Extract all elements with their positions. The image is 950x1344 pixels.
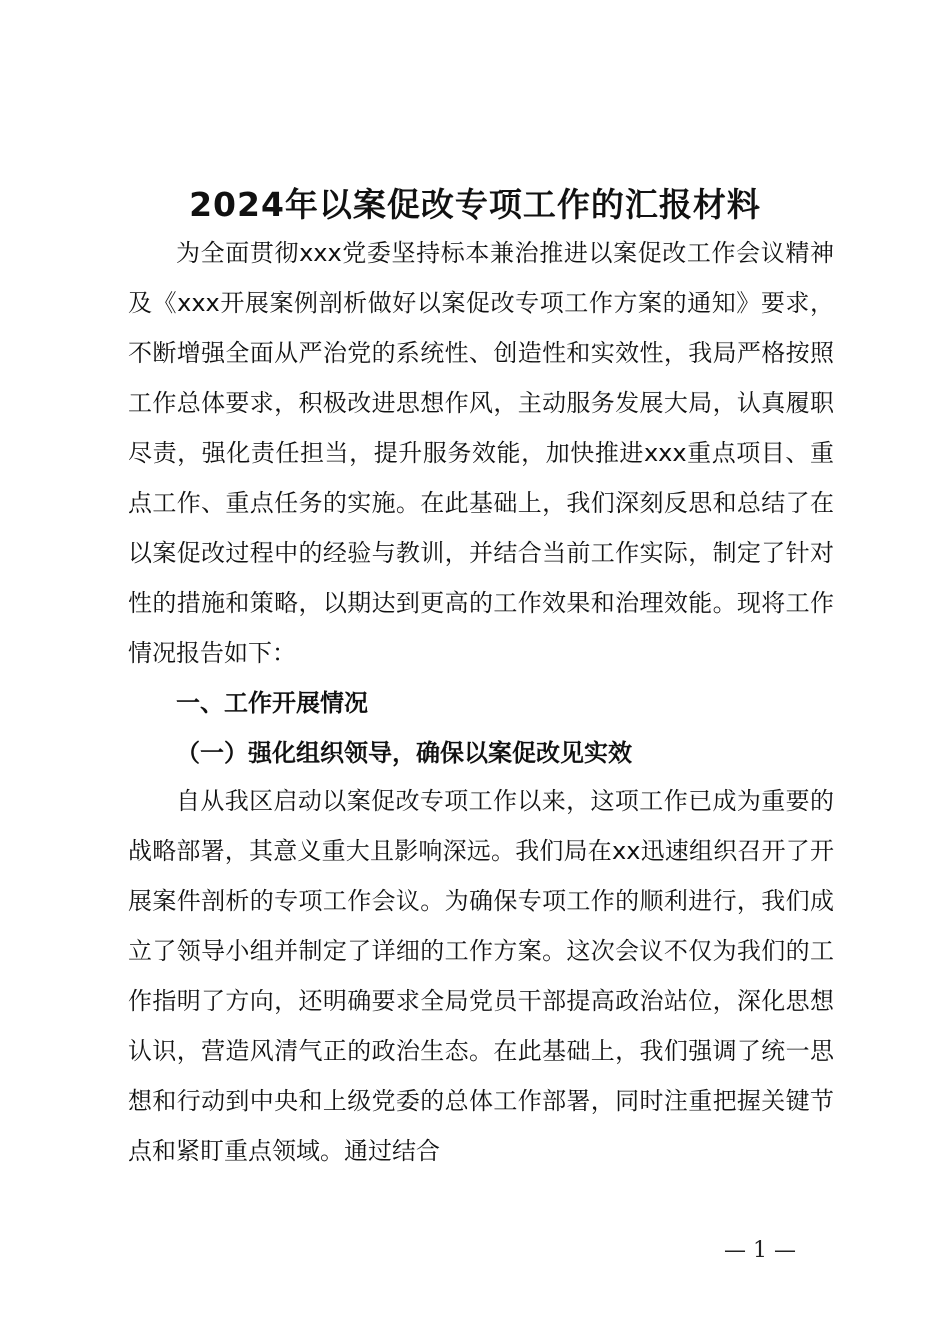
subsection-paragraph: 自从我区启动以案促改专项工作以来，这项工作已成为重要的战略部署，其意义重大且影响深远。我们局在xx迅速组织召开了开展案件剖析的专项工作会议。为确保专项工作的顺利进行，我们成立了领导小组并制定了详细的工作方案。这次会议不仅为我们的工作指明了方向，还明确要求全局党员干部提高政治站位，深化思想认识，营造风清气正的政治生态。在此基础上，我们强调了统一思想和行动到中央和上级党委的总体工作部署，同时注重把握关键节点和紧盯重点领域。通过结合	[128, 787, 834, 1165]
subsection-heading: （一）强化组织领导，确保以案促改见实效	[176, 739, 632, 767]
intro-paragraph: 为全面贯彻xxx党委坚持标本兼治推进以案促改工作会议精神及《xxx开展案例剖析做好以案促改专项工作方案的通知》要求，不断增强全面从严治党的系统性、创造性和实效性，我局严格按照工作总体要求，积极改进思想作风，主动服务发展大局，认真履职尽责，强化责任担当，提升服务效能，加快推进xxx重点项目、重点工作、重点任务的实施。在此基础上，我们深刻反思和总结了在以案促改过程中的经验与教训，并结合当前工作实际，制定了针对性的措施和策略，以期达到更高的工作效果和治理效能。现将工作情况报告如下：	[128, 239, 834, 667]
page-number: — 1 —	[724, 1238, 796, 1263]
section-heading: 一、工作开展情况	[176, 689, 368, 717]
document-title: 2024年以案促改专项工作的汇报材料	[189, 185, 761, 224]
